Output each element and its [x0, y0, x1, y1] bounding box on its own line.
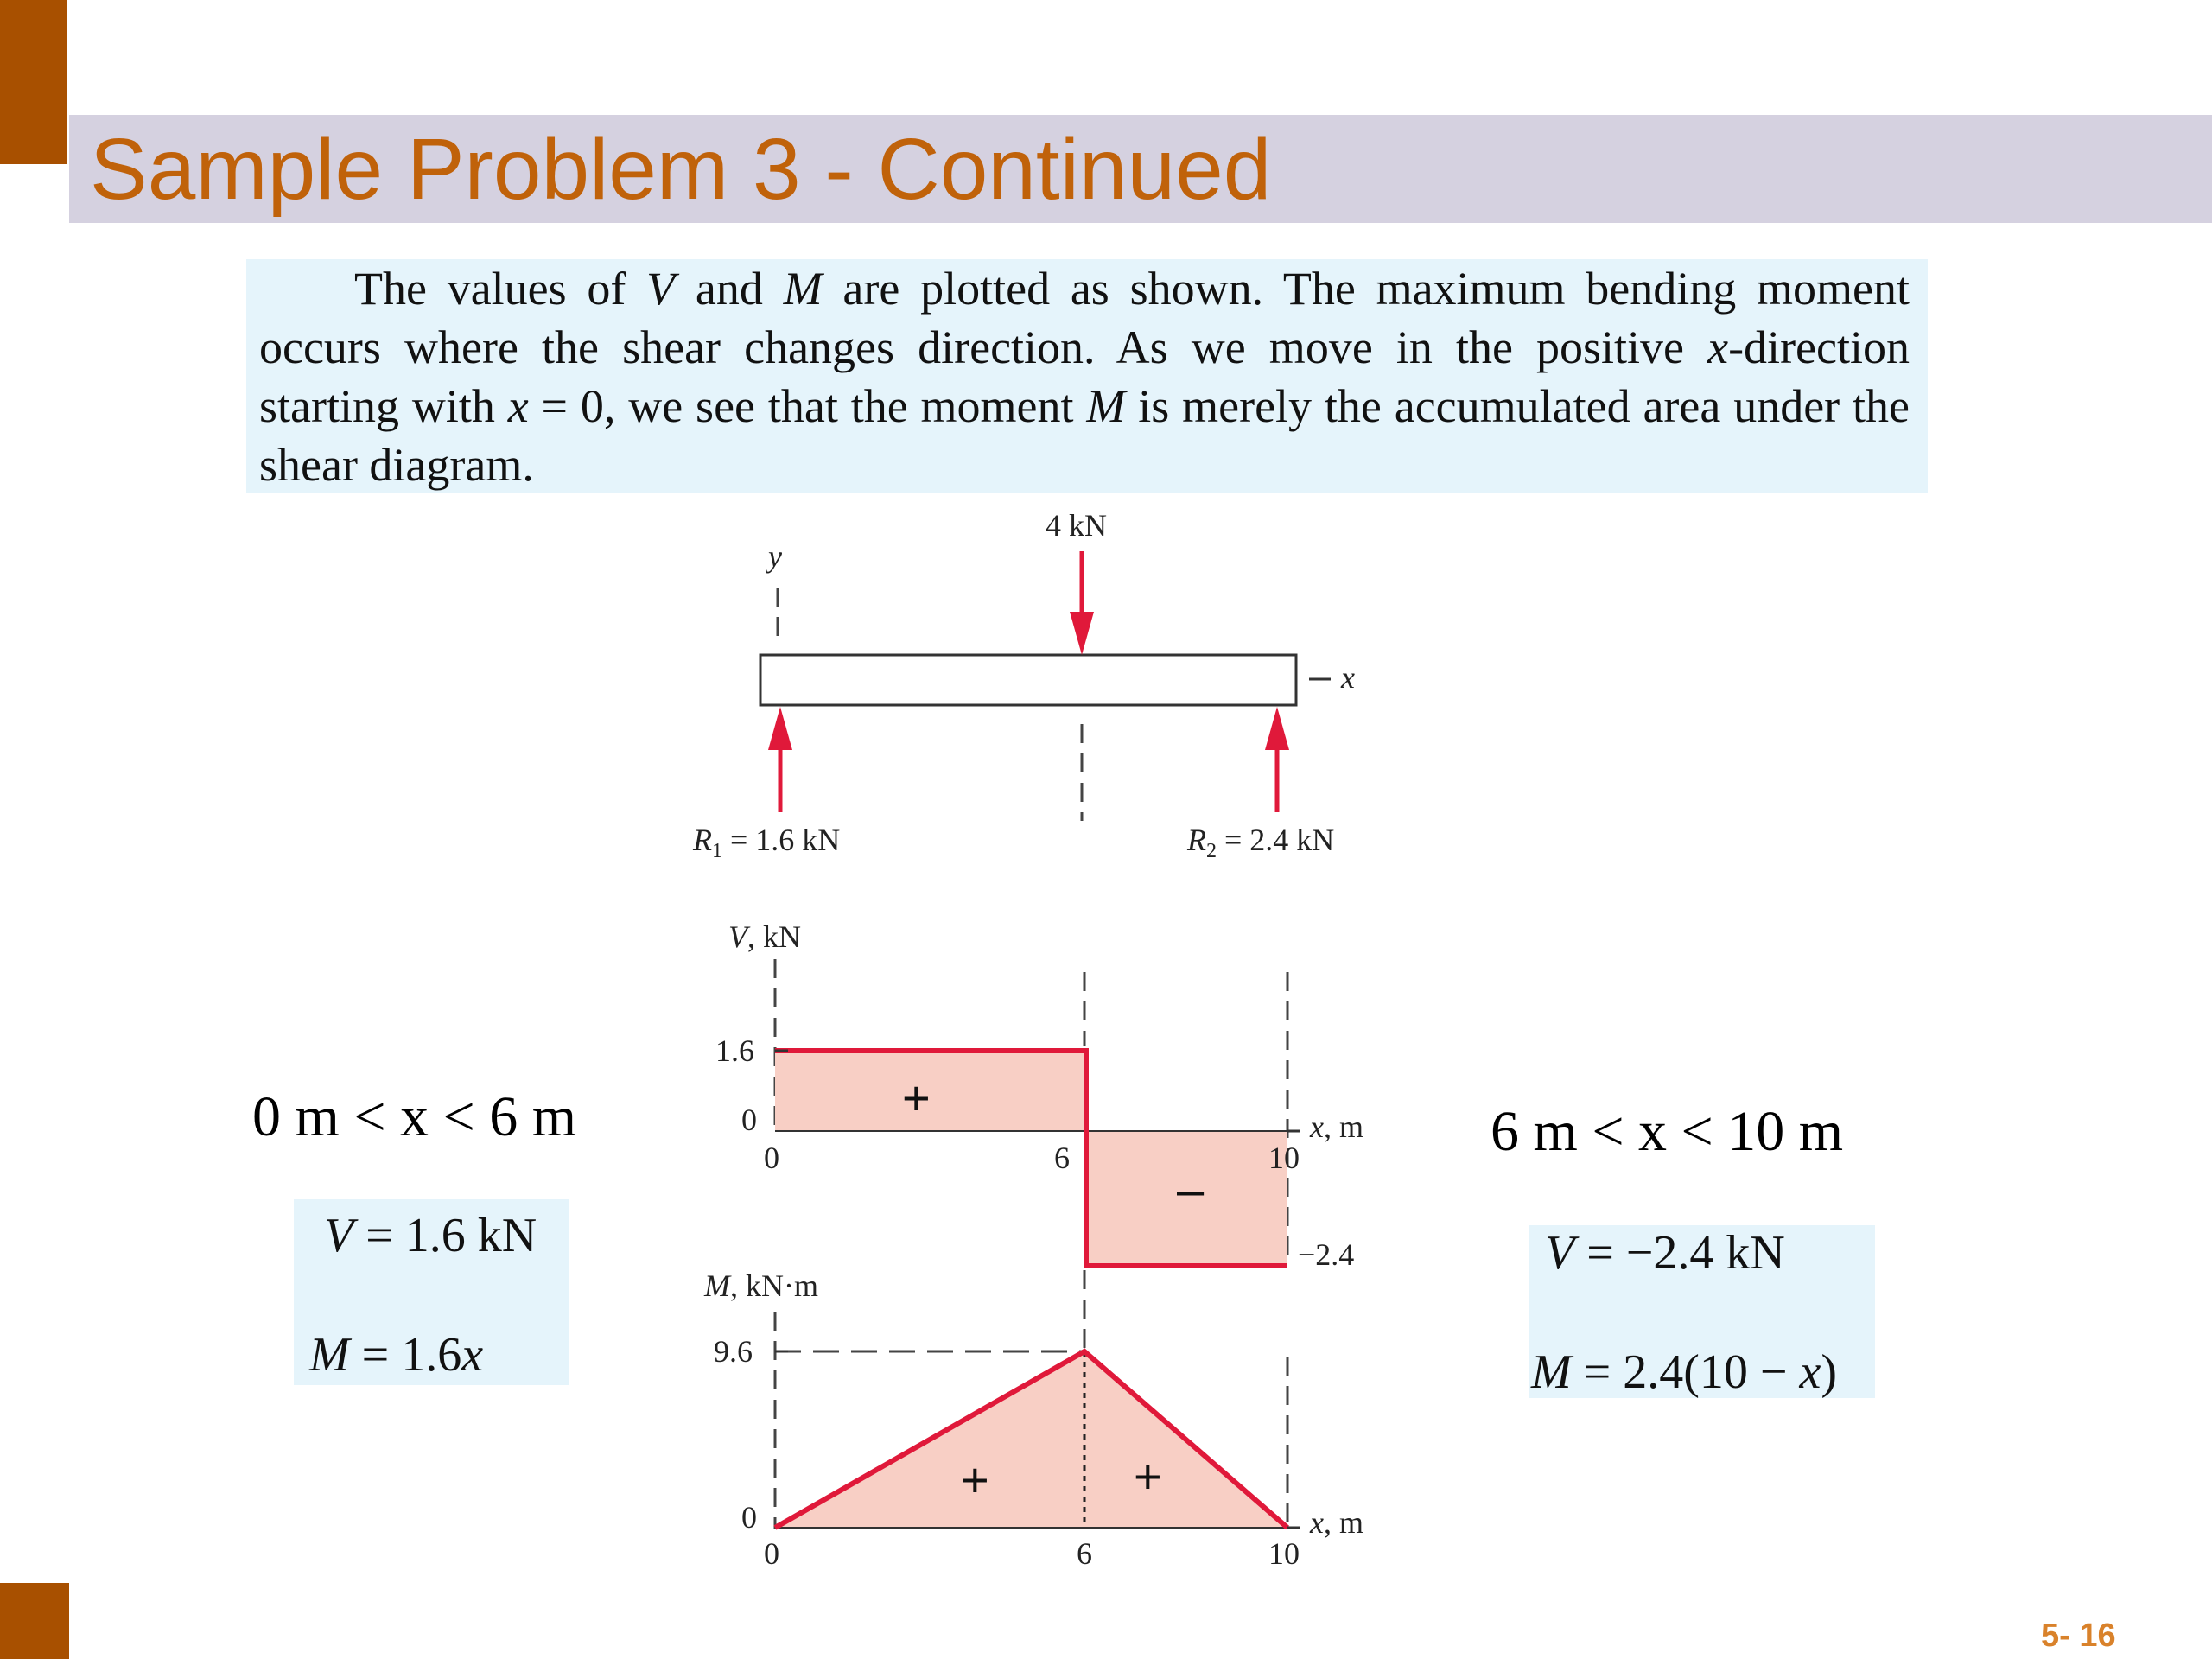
moment-tick-label-9.6: 9.6: [714, 1334, 753, 1369]
right-m-x: x: [1799, 1345, 1821, 1399]
slide-title: Sample Problem 3 - Continued: [90, 121, 1272, 218]
intro-text-3: are plotted as shown. The maximum bending moment occurs where the shear changes direction. As we move in the positive: [259, 263, 1910, 373]
left-v-rest: = 1.6 kN: [353, 1209, 537, 1262]
shear-x-unit: , m: [1323, 1109, 1363, 1144]
intro-text-6: is merely the accumulated area under the shear diagram.: [259, 380, 1910, 491]
r1-sub: 1: [712, 840, 722, 862]
reaction-r1-label: [692, 823, 840, 862]
shear-sign-positive: +: [902, 1071, 931, 1125]
intro-var-m: M: [783, 263, 823, 315]
shear-sign-negative: –: [1177, 1162, 1205, 1217]
page-number: 5- 16: [2041, 1618, 2116, 1654]
intro-var-x1: x: [1707, 321, 1729, 373]
intro-var-m2: M: [1086, 380, 1126, 432]
right-v-rest: = −2.4 kN: [1574, 1226, 1785, 1280]
moment-x-unit: , m: [1323, 1505, 1363, 1540]
moment-x-tick-10: 10: [1268, 1536, 1300, 1571]
right-m-var: M: [1531, 1345, 1572, 1399]
reaction-r2-label: [1186, 823, 1334, 862]
r2-var: R: [1187, 823, 1206, 857]
load-arrow-head: [1070, 612, 1094, 655]
intro-text-1: The values of: [354, 263, 647, 315]
shear-y-unit: , kN: [747, 919, 801, 954]
reaction-r2-arrow-head: [1265, 707, 1289, 750]
shear-tick-label-1.6: 1.6: [715, 1033, 754, 1068]
shear-x-tick-0: 0: [764, 1141, 779, 1175]
moment-x-tick-6: 6: [1077, 1536, 1092, 1571]
r2-rest: = 2.4 kN: [1217, 823, 1335, 857]
moment-sign-left: +: [961, 1452, 989, 1507]
moment-diagram: [703, 1268, 1363, 1571]
right-m-rest: = 2.4(10 −: [1571, 1345, 1800, 1399]
shear-x-tick-10: 10: [1268, 1141, 1300, 1175]
moment-x-axis-label: [1309, 1505, 1363, 1540]
reaction-r1-arrow-head: [768, 707, 792, 750]
moment-sign-right: +: [1134, 1449, 1162, 1503]
moment-axis-title: [703, 1268, 818, 1303]
left-m-rest: = 1.6: [349, 1328, 462, 1382]
intro-text-2: and: [675, 263, 784, 315]
moment-x-tick-0: 0: [764, 1536, 779, 1571]
moment-tick-label-0: 0: [741, 1500, 757, 1535]
r1-var: R: [693, 823, 712, 857]
right-v-var: V: [1545, 1226, 1575, 1280]
beam-x-label: x: [1341, 660, 1355, 695]
left-v-var: V: [324, 1209, 354, 1262]
beam-y-label: y: [768, 539, 782, 574]
right-range-label: 6 m < x < 10 m: [1491, 1100, 1844, 1163]
shear-x-var: x: [1310, 1109, 1324, 1144]
load-label: 4 kN: [1046, 508, 1107, 543]
moment-x-var: x: [1310, 1505, 1324, 1540]
shear-x-axis-label: [1309, 1109, 1363, 1144]
beam-body: [760, 655, 1296, 705]
shear-axis-title: [728, 919, 801, 954]
moment-area: [775, 1351, 1287, 1528]
shear-tick-label-0: 0: [741, 1103, 757, 1137]
intro-var-v: V: [646, 263, 676, 315]
shear-tick-label-neg: −2.4: [1298, 1237, 1355, 1272]
intro-text-4: -direction starting with: [259, 321, 1910, 432]
intro-text-5: = 0, we see that the moment: [528, 380, 1087, 432]
moment-y-var: M: [704, 1268, 730, 1303]
r2-sub: 2: [1206, 840, 1217, 862]
r1-rest: = 1.6 kN: [722, 823, 841, 857]
shear-y-var: V: [728, 919, 747, 954]
shear-x-tick-6: 6: [1054, 1141, 1070, 1175]
left-m-x: x: [461, 1328, 484, 1382]
right-m-close: ): [1821, 1345, 1837, 1399]
shear-diagram: [715, 919, 1363, 1272]
intro-var-x2: x: [507, 380, 529, 432]
left-m-var: M: [309, 1328, 350, 1382]
beam-free-body-diagram: [692, 508, 1355, 862]
left-range-label: 0 m < x < 6 m: [252, 1085, 577, 1148]
moment-y-unit: , kN·m: [730, 1268, 818, 1303]
